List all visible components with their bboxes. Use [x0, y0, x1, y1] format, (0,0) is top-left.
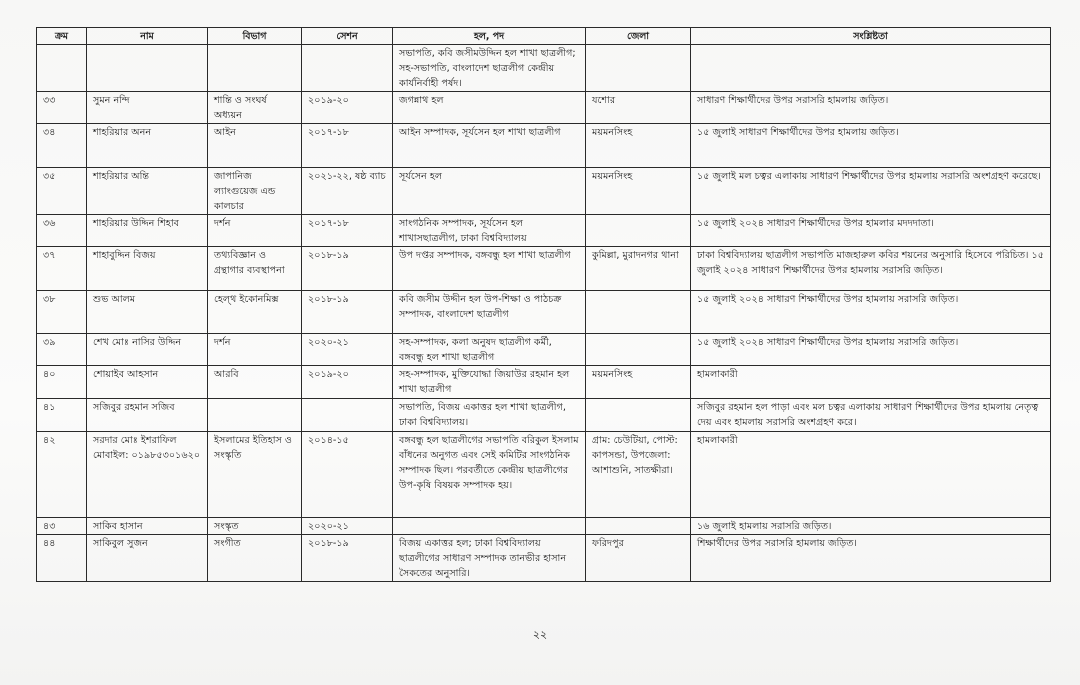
cell-serial: ৩৪: [37, 124, 87, 168]
cell-district: [586, 334, 691, 366]
cell-name: শাহাবুদ্দিন বিজয়: [87, 247, 208, 291]
accused-list-table: [36, 27, 1051, 582]
table-row: [37, 432, 1051, 518]
cell-department: আরবি: [208, 366, 302, 399]
cell-involvement: সাধারণ শিক্ষার্থীদের উপর সরাসরি হামলায় জড়িত।: [691, 92, 1051, 124]
cell-department: জাপানিজ ল্যাংগুয়েজ এন্ড কালচার: [208, 168, 302, 215]
cell-department: [208, 399, 302, 432]
header-department: বিভাগ: [208, 28, 302, 45]
cell-session: ২০১৮-১৯: [302, 247, 393, 291]
cell-session: ২০১৪-১৫: [302, 432, 393, 518]
cell-hall-position: সাংগঠনিক সম্পাদক, সূর্যসেন হল শাখাসছাত্রলীগ, ঢাকা বিশ্ববিদ্যালয়: [393, 215, 586, 247]
cell-hall-position: সহ-সম্পাদক, মুক্তিযোদ্ধা জিয়াউর রহমান হল শাখা ছাত্রলীগ: [393, 366, 586, 399]
cell-session: ২০১৯-২০: [302, 366, 393, 399]
cell-department: ইসলামের ইতিহাস ও সংস্কৃতি: [208, 432, 302, 518]
header-session: সেশন: [302, 28, 393, 45]
cell-hall-position: সভাপতি, কবি জসীমউদ্দিন হল শাখা ছাত্রলীগ; সহ-সভাপতি, বাংলাদেশ ছাত্রলীগ কেন্দ্রীয় কার্যনির্বাহী পর্ষদ।: [393, 45, 586, 92]
cell-serial: ৩৫: [37, 168, 87, 215]
cell-name: শুভ আলম: [87, 291, 208, 334]
cell-serial: ৪৪: [37, 535, 87, 582]
cell-involvement: হামলাকারী: [691, 432, 1051, 518]
cell-serial: ৪২: [37, 432, 87, 518]
cell-name: শোয়াইব আহসান: [87, 366, 208, 399]
cell-district: ময়মনসিংহ: [586, 124, 691, 168]
cell-hall-position: আইন সম্পাদক, সূর্যসেন হল শাখা ছাত্রলীগ: [393, 124, 586, 168]
cell-department: দর্শন: [208, 334, 302, 366]
cell-department: তথ্যবিজ্ঞান ও গ্রন্থাগার ব্যবস্থাপনা: [208, 247, 302, 291]
cell-hall-position: সূর্যসেন হল: [393, 168, 586, 215]
cell-name: শাহরিয়ার উদ্দিন শিহাব: [87, 215, 208, 247]
cell-hall-position: [393, 518, 586, 535]
cell-hall-position: বঙ্গবন্ধু হল ছাত্রলীগের সভাপতি বরিকুল ইসলাম বাঁধনের অনুগত এবং সেই কমিটির সাংগঠনিক সম্পাদক ছিল। পরবর্তীতে কেন্দ্রীয় ছাত্রলীগের উপ-কৃষি বিষয়ক সম্পাদক হয়।: [393, 432, 586, 518]
cell-serial: ৩৮: [37, 291, 87, 334]
cell-involvement: শিক্ষার্থীদের উপর সরাসরি হামলায় জড়িত।: [691, 535, 1051, 582]
cell-district: ময়মনসিংহ: [586, 168, 691, 215]
cell-name: সাকিব হাসান: [87, 518, 208, 535]
cell-session: [302, 399, 393, 432]
header-serial: ক্রম: [37, 28, 87, 45]
header-hall-position: হল, পদ: [393, 28, 586, 45]
cell-district: [586, 399, 691, 432]
cell-department: শান্তি ও সংঘর্ষ অধ্যয়ন: [208, 92, 302, 124]
header-district: জেলা: [586, 28, 691, 45]
table-row: [37, 92, 1051, 124]
cell-name: সরদার মোঃ ইশরাফিল মোবাইল: ০১৯৮৫৩০১৬২০: [87, 432, 208, 518]
cell-department: আইন: [208, 124, 302, 168]
cell-district: কুমিল্লা, মুরাদনগর থানা: [586, 247, 691, 291]
cell-district: যশোর: [586, 92, 691, 124]
cell-serial: ৪১: [37, 399, 87, 432]
cell-district: গ্রাম: চেউটিয়া, পোস্ট: কাপসন্ডা, উপজেলা: আশাশুনি, সাতক্ষীরা।: [586, 432, 691, 518]
cell-district: [586, 215, 691, 247]
cell-session: ২০১৭-১৮: [302, 124, 393, 168]
cell-hall-position: বিজয় একাত্তর হল; ঢাকা বিশ্ববিদ্যালয় ছাত্রলীগের সাধারণ সম্পাদক তানভীর হাসান সৈকতের অনুসারি।: [393, 535, 586, 582]
cell-involvement: ঢাকা বিশ্ববিদ্যালয় ছাত্রলীগ সভাপতি মাজহারুল কবির শয়নের অনুসারি হিসেবে পরিচিত। ১৫ জুলাই ২০২৪ সাধারণ শিক্ষার্থীদের উপর হামলায় সরাসরি জড়িত।: [691, 247, 1051, 291]
cell-session: ২০১৮-১৯: [302, 291, 393, 334]
table-row: [37, 334, 1051, 366]
header-involvement: সংশ্লিষ্টতা: [691, 28, 1051, 45]
cell-involvement: [691, 45, 1051, 92]
cell-serial: ৩৬: [37, 215, 87, 247]
cell-serial: [37, 45, 87, 92]
cell-hall-position: উপ দপ্তর সম্পাদক, বঙ্গবন্ধু হল শাখা ছাত্রলীগ: [393, 247, 586, 291]
table-row: [37, 124, 1051, 168]
cell-session: ২০২০-২১: [302, 518, 393, 535]
table-row: [37, 215, 1051, 247]
cell-district: ফরিদপুর: [586, 535, 691, 582]
cell-name: [87, 45, 208, 92]
cell-district: ময়মনসিংহ: [586, 366, 691, 399]
cell-department: [208, 45, 302, 92]
cell-session: ২০২১-২২, ষষ্ঠ ব্যাচ: [302, 168, 393, 215]
cell-serial: ৪৩: [37, 518, 87, 535]
cell-name: সজিবুর রহমান সজিব: [87, 399, 208, 432]
table-header-row: [37, 28, 1051, 45]
cell-serial: ৩৯: [37, 334, 87, 366]
cell-district: [586, 518, 691, 535]
cell-name: শাহরিয়ার অনন: [87, 124, 208, 168]
cell-session: ২০১৯-২০: [302, 92, 393, 124]
table-row: [37, 247, 1051, 291]
table-row: [37, 366, 1051, 399]
cell-name: সাকিবুল সুজন: [87, 535, 208, 582]
cell-involvement: ১৬ জুলাই হামলায় সরাসরি জড়িত।: [691, 518, 1051, 535]
cell-involvement: হামলাকারী: [691, 366, 1051, 399]
table-row: [37, 291, 1051, 334]
cell-involvement: ১৫ জুলাই ২০২৪ সাধারণ শিক্ষার্থীদের উপর হামলায় সরাসরি জড়িত।: [691, 291, 1051, 334]
cell-session: [302, 45, 393, 92]
cell-involvement: সজিবুর রহমান হল পাড়া এবং মল চত্বর এলাকায় সাধারণ শিক্ষার্থীদের উপর হামলায় নেতৃত্ব দেয় এবং হামলায় সরাসরি অংশগ্রহণ করে।: [691, 399, 1051, 432]
cell-department: সংস্কৃত: [208, 518, 302, 535]
cell-hall-position: কবি জসীম উদ্দীন হল উপ-শিক্ষা ও পাঠচক্র সম্পাদক, বাংলাদেশ ছাত্রলীগ: [393, 291, 586, 334]
table-row: [37, 535, 1051, 582]
cell-involvement: ১৫ জুলাই ২০২৪ সাধারণ শিক্ষার্থীদের উপর হামলায় সরাসরি জড়িত।: [691, 334, 1051, 366]
cell-name: শেখ মোঃ নাসির উদ্দিন: [87, 334, 208, 366]
cell-involvement: ১৫ জুলাই সাধারণ শিক্ষার্থীদের উপর হামলায় জড়িত।: [691, 124, 1051, 168]
cell-session: ২০১৮-১৯: [302, 535, 393, 582]
table-row: [37, 399, 1051, 432]
cell-district: [586, 45, 691, 92]
cell-involvement: ১৫ জুলাই মল চত্বর এলাকায় সাধারণ শিক্ষার্থীদের উপর হামলায় সরাসরি অংশগ্রহণ করেছে।: [691, 168, 1051, 215]
cell-involvement: ১৫ জুলাই ২০২৪ সাধারণ শিক্ষার্থীদের উপর হামলার মদদদাতা।: [691, 215, 1051, 247]
header-name: নাম: [87, 28, 208, 45]
cell-session: ২০১৭-১৮: [302, 215, 393, 247]
cell-department: সংগীত: [208, 535, 302, 582]
cell-session: ২০২০-২১: [302, 334, 393, 366]
cell-name: সুমন নন্দি: [87, 92, 208, 124]
cell-department: হেল্থ ইকোনমিক্স: [208, 291, 302, 334]
cell-hall-position: জগন্নাথ হল: [393, 92, 586, 124]
cell-department: দর্শন: [208, 215, 302, 247]
table-row: [37, 168, 1051, 215]
page-number: ২২: [532, 628, 548, 641]
cell-serial: ৩৭: [37, 247, 87, 291]
cell-serial: ৪০: [37, 366, 87, 399]
cell-hall-position: সভাপতি, বিজয় একাত্তর হল শাখা ছাত্রলীগ, ঢাকা বিশ্ববিদ্যালয়।: [393, 399, 586, 432]
cell-serial: ৩৩: [37, 92, 87, 124]
cell-district: [586, 291, 691, 334]
table-row: [37, 45, 1051, 92]
table-row: [37, 518, 1051, 535]
cell-name: শাহরিয়ার অন্তি: [87, 168, 208, 215]
cell-hall-position: সহ-সম্পাদক, কলা অনুষদ ছাত্রলীগ কর্মী, বঙ্গবন্ধু হল শাখা ছাত্রলীগ: [393, 334, 586, 366]
